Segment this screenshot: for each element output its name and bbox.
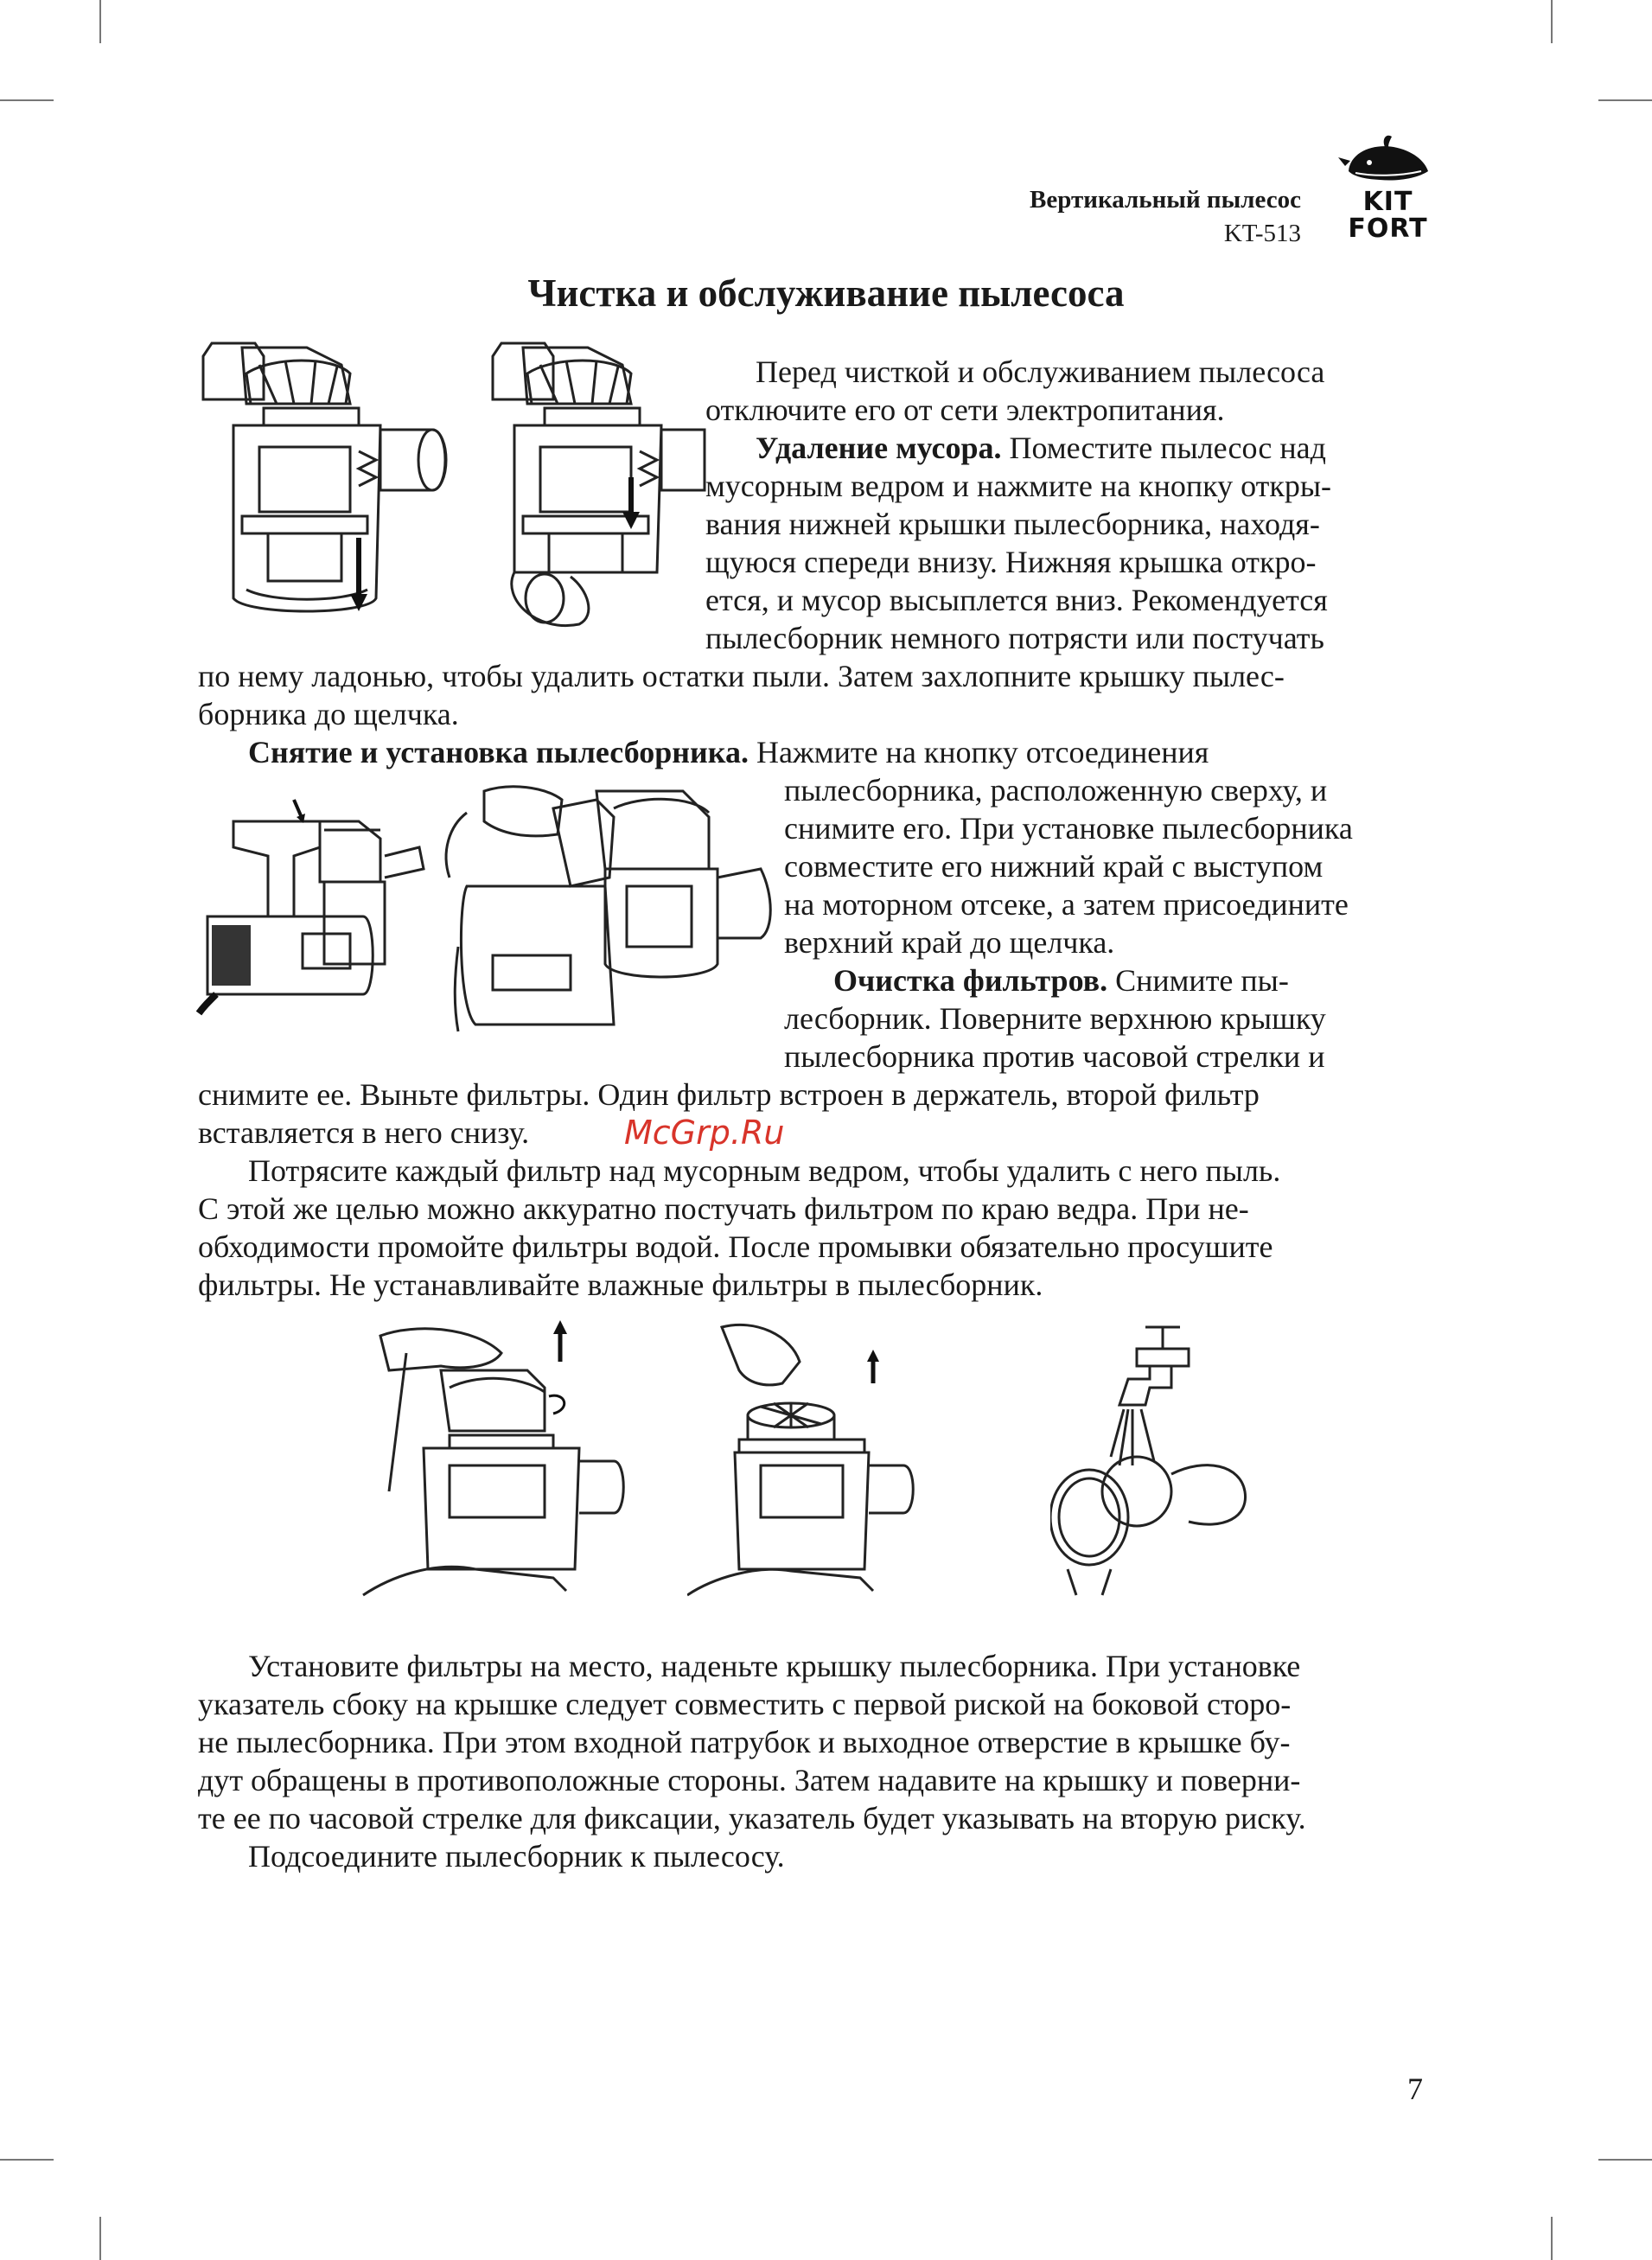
text-line: вания нижней крышки пылесборника, находя- — [705, 507, 1320, 541]
crop-mark — [0, 99, 54, 101]
filter-removal-illustration — [687, 1318, 929, 1604]
section-heading-filters: Очистка фильтров. — [833, 963, 1108, 998]
crop-mark — [1598, 99, 1652, 101]
logo-text — [1338, 188, 1438, 242]
brand-logo — [1338, 131, 1438, 242]
text-line: те ее по часовой стрелке для фиксации, указатель будет указывать на вторую риску. — [198, 1801, 1306, 1835]
dust-container-closed-illustration — [195, 339, 493, 629]
paragraph-reconnect: Подсоедините пылесборник к пылесосу. — [248, 1839, 785, 1874]
crop-mark — [1598, 2159, 1652, 2161]
text-line: щуюся спереди внизу. Нижняя крышка откро- — [705, 545, 1317, 579]
text-line: обходимости промойте фильтры водой. После промывки обязательно просушите — [198, 1229, 1273, 1264]
text-line: мусорным ведром и нажмите на кнопку откры- — [705, 469, 1332, 503]
text-line: Потрясите каждый фильтр над мусорным ведром, чтобы удалить с него пыль. — [248, 1153, 1281, 1188]
text-line: фильтры. Не устанавливайте влажные фильтры в пылесборник. — [198, 1267, 1043, 1302]
text-line: Поместите пылесос над — [1001, 431, 1326, 465]
text-line: пылесборника против часовой стрелки и — [784, 1039, 1325, 1074]
text-line: Снимите пы- — [1107, 963, 1289, 998]
text-line: лесборник. Поверните верхнюю крышку — [784, 1001, 1326, 1036]
text-line: Установите фильтры на место, наденьте крышку пылесборника. При установке — [248, 1649, 1301, 1683]
whale-logo-icon — [1338, 131, 1438, 188]
text-line: отключите его от сети электропитания. — [705, 393, 1225, 427]
crop-mark — [0, 2159, 54, 2161]
header-product-name: Вертикальный пылесос — [1030, 186, 1301, 214]
text-line: верхний край до щелчка. — [784, 925, 1115, 960]
text-line: пылесборник немного потрясти или постучать — [705, 621, 1324, 655]
text-line: указатель сбоку на крышке следует совместить с первой риской на боковой сторо- — [198, 1687, 1292, 1721]
crop-mark — [1551, 0, 1553, 43]
text-line: ется, и мусор высыплется вниз. Рекомендуется — [705, 583, 1328, 617]
filter-washing-illustration — [1050, 1318, 1284, 1604]
text-line: снимите его. При установке пылесборника — [784, 811, 1353, 846]
text-line: снимите ее. Выньте фильтры. Один фильтр встроен в держатель, второй фильтр — [198, 1077, 1260, 1112]
text-line: вставляется в него снизу. — [198, 1115, 530, 1150]
dust-container-open-illustration — [484, 339, 709, 642]
container-removal-hands-illustration — [432, 774, 778, 1033]
logo-line-1: KIT — [1362, 187, 1413, 217]
text-line: дут обращены в противоположные стороны. Затем надавите на крышку и поверни- — [198, 1763, 1301, 1797]
lid-rotation-illustration — [354, 1318, 631, 1604]
section-heading-debris: Удаление мусора. — [756, 431, 1002, 465]
text-line: Нажмите на кнопку отсоединения — [748, 735, 1209, 769]
section-heading-container: Снятие и установка пылесборника. — [248, 735, 749, 769]
paragraph-intro-line2 — [705, 391, 1225, 429]
text-line: Перед чисткой и обслуживанием пылесоса — [756, 354, 1325, 389]
crop-mark — [1551, 2217, 1553, 2260]
text-line: на моторном отсеке, а затем присоедините — [784, 887, 1349, 922]
text-line: совместите его нижний край с выступом — [784, 849, 1324, 884]
paragraph-intro — [756, 353, 1324, 391]
logo-line-2: FORT — [1348, 214, 1428, 244]
paragraph-filter-cleaning — [833, 961, 1289, 999]
text-line: по нему ладонью, чтобы удалить остатки пыли. Затем захлопните крышку пылес- — [198, 659, 1285, 693]
text-line: С этой же целью можно аккуратно постучать фильтром по краю ведра. При не- — [198, 1191, 1249, 1226]
vacuum-body-illustration — [190, 787, 432, 1016]
crop-mark — [99, 0, 101, 43]
text-line: борника до щелчка. — [198, 697, 459, 731]
page-number: 7 — [1407, 2072, 1423, 2106]
paragraph-debris-removal — [756, 429, 1326, 467]
paragraph-container-removal — [248, 733, 1209, 771]
text-line: пылесборника, расположенную сверху, и — [784, 773, 1328, 808]
header-model: KT-513 — [1223, 220, 1301, 247]
page-title: Чистка и обслуживание пылесоса — [527, 271, 1125, 315]
crop-mark — [99, 2217, 101, 2260]
text-line: не пылесборника. При этом входной патрубок и выходное отверстие в крышке бу- — [198, 1725, 1291, 1759]
watermark: McGrp.Ru — [624, 1114, 785, 1152]
